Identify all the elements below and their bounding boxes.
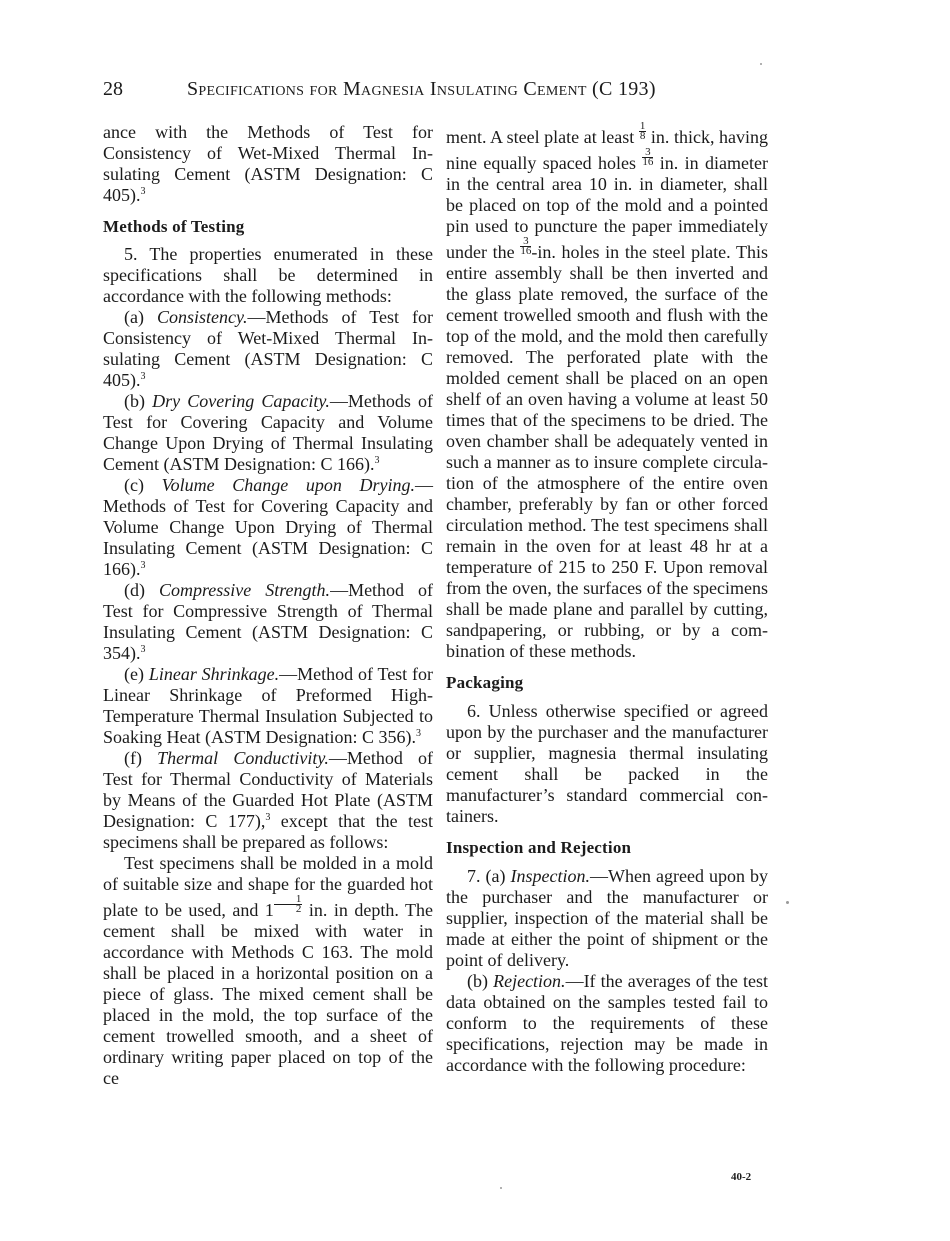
specimen-preparation-paragraph: Test specimens shall be molded in a mold of suitable size and shape for the guarded hot plate to be used, and 1 $\frac{1}{2}$ in. in depth. The cement shall be mixed with water in accordance with Methods C 163. The mold shall be placed in a horizontal position on a piece of glass. The mixed cement shall be placed in the mold, the top surface of the cement trowelled smooth, and a sheet of ordinary writing paper placed on top of the ce: [103, 853, 433, 1088]
scan-speck: [786, 901, 789, 904]
page-number: 28: [103, 78, 123, 100]
footnote-marker: 3: [374, 455, 380, 466]
footnote-marker: 3: [140, 371, 146, 382]
footnote-marker: 3: [265, 812, 271, 823]
right-column: [446, 122, 768, 1076]
footnote-marker: 3: [415, 728, 421, 739]
method-item-thermal-conductivity: (f) Thermal Conductivity.—Method of Test for Thermal Conductivity of Materials by Means of the Guarded Hot Plate (ASTM Designation: C 177),$^3$ except that the test specimens shall be prepared as follows:: [103, 748, 433, 852]
continued-paragraph: ment. A steel plate at least $\frac{1}{8}$ in. thick, having nine equally spaced holes $\frac{3}{16}$ in. in diameter in the central area 10 in. in diameter, shall be placed on top of the mold and a pointed pin used to puncture the paper immediately under the $\frac{3}{16}$ -in. holes in the steel plate. This entire assembly shall be then inverted and the glass plate removed, the surface of the cement trowelled smooth and flush with the top of the mold, and the mold then carefully removed. The perforated plate with the molded cement shall be placed on an open shelf of an oven having a volume at least 50 times that of the specimens to be dried. The oven chamber shall be adequately vented in such a manner as to insure complete circulation of the atmosphere of the entire oven chamber, preferably by fan or other forced circulation method. The test specimens shall remain in the oven for at least 48 hr at a temperature of 215 to 250 F. Upon removal from the oven, the surfaces of the specimens shall be made plane and parallel by cutting, sandpapering, or rubbing, or by a combination of these methods.: [446, 120, 768, 661]
paragraph-6: 6. Unless otherwise specified or agreed upon by the purchaser and the manufacturer or supplier, magnesia thermal insulating cement shall be packed in the manufacturer’s standard commercial containers.: [446, 701, 768, 826]
scan-speck: [760, 63, 762, 65]
fraction-one-eighth: $\frac{1}{8}$: [639, 120, 646, 142]
footnote-marker: 3: [140, 560, 146, 571]
paragraph-7-inspection: 7. (a) Inspection.—When agreed upon by the purchaser and the manufacturer or supplier, inspection of the material shall be made at either the point of shipment or the point of delivery.: [446, 866, 768, 970]
page-code: 40-2: [731, 1171, 752, 1183]
left-column: [103, 122, 433, 1089]
footnote-marker: 3: [140, 186, 146, 197]
fraction-three-sixteenths: $\frac{3}{16}$: [520, 235, 532, 257]
footnote-marker: 3: [140, 644, 146, 655]
method-item-linear-shrinkage: (e) Linear Shrinkage.—Method of Test for Linear Shrinkage of Preformed High-Temperature Thermal Insulation Subjected to Soaking Heat (ASTM Designation: C 356).$^3$: [103, 664, 434, 747]
fraction-three-sixteenths: $\frac{3}{16}$: [642, 146, 654, 168]
fraction-one-half: $\frac{1}{2}$: [274, 895, 303, 914]
paragraph-7-rejection: (b) Rejection.—If the averages of the test data obtained on the samples tested fail to conform to the requirements of these specifications, rejection may be made in accordance with the following procedure:: [446, 971, 768, 1075]
continued-paragraph: ance with the Methods of Test for Consistency of Wet-Mixed Thermal Insulating Cement (ASTM Designation: C 405).$^3$: [103, 122, 433, 205]
method-item-consistency: (a) Consistency.—Methods of Test for Consistency of Wet-Mixed Thermal Insulating Cement (ASTM Designation: C 405).$^3$: [103, 307, 433, 390]
method-item-volume-change: (c) Volume Change upon Drying.—Methods of Test for Covering Capacity and Volume Change Upon Drying of Thermal Insulating Cement (ASTM Designation: C 166).$^3$: [103, 475, 434, 579]
scan-speck: [500, 1187, 502, 1189]
section-heading-packaging: Packaging: [446, 673, 524, 692]
section-heading-methods-of-testing: Methods of Testing: [103, 217, 245, 236]
method-item-dry-covering-capacity: (b) Dry Covering Capacity.—Methods of Test for Covering Capacity and Volume Change Upon Drying of Thermal Insulating Cement (ASTM Designation: C 166).$^3$: [103, 391, 433, 474]
section-heading-inspection-and-rejection: Inspection and Rejection: [446, 838, 632, 857]
method-item-compressive-strength: (d) Compressive Strength.—Method of Test for Compressive Strength of Thermal Insulating Cement (ASTM Designation: C 354).$^3$: [103, 580, 433, 663]
paragraph-5: 5. The properties enumerated in these specifications shall be determined in accordance with the following methods:: [103, 244, 433, 306]
running-header-title: Specifications for Magnesia Insulating Cement (C 193): [187, 78, 656, 100]
